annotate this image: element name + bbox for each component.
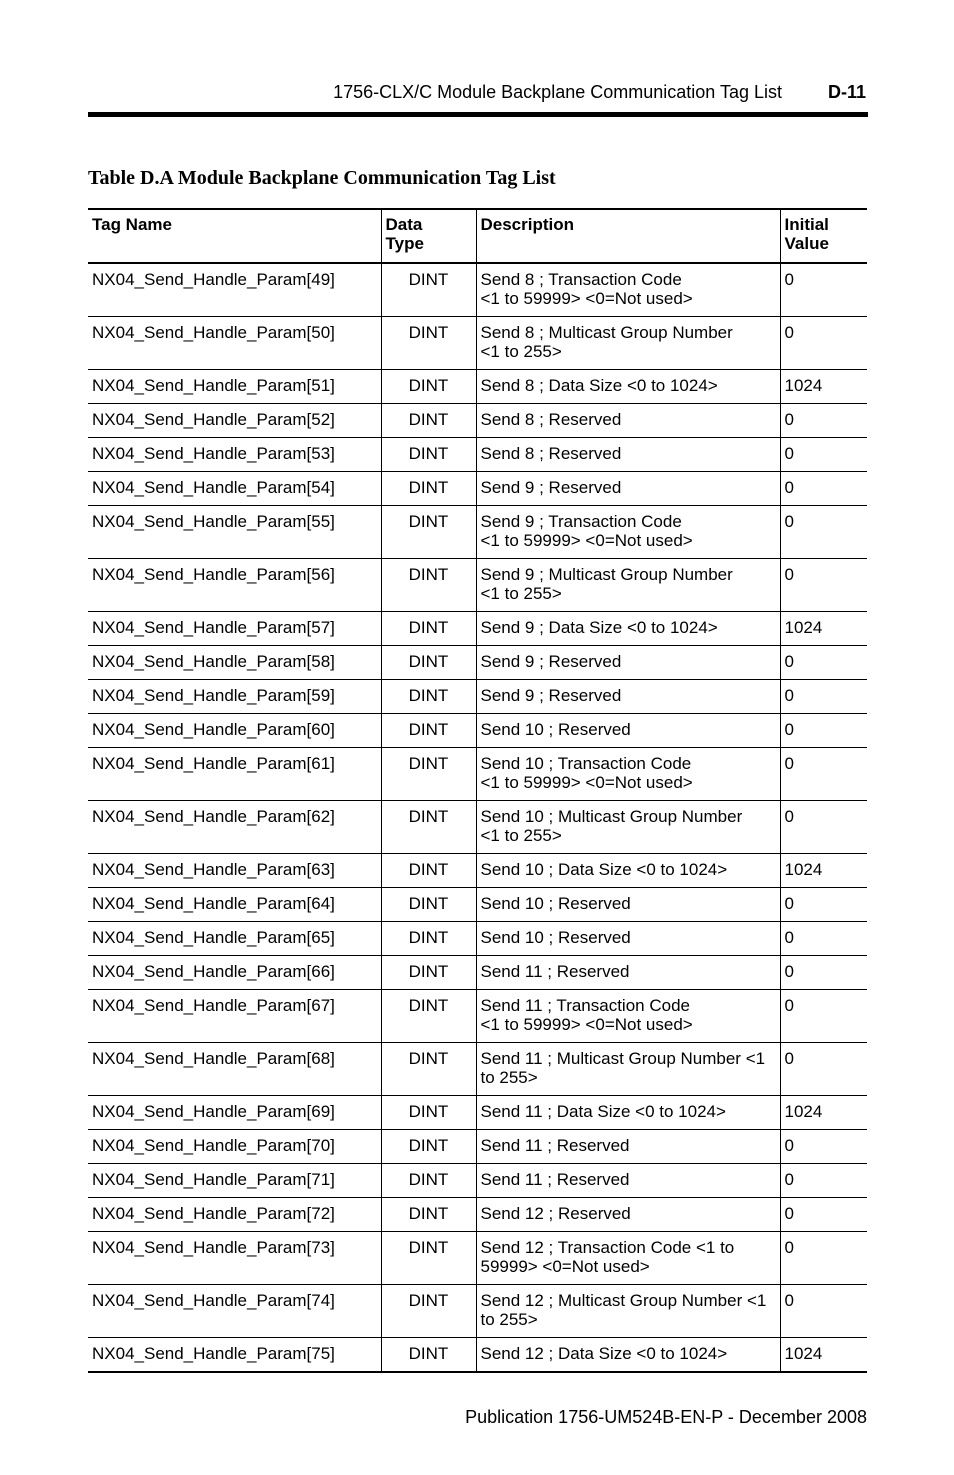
table-row [88, 317, 867, 370]
data-type-cell: DINT [381, 506, 476, 559]
table-row [88, 404, 867, 438]
initial-value-cell: 0 [780, 506, 867, 559]
initial-value-cell: 0 [780, 714, 867, 748]
header-row [88, 209, 867, 263]
description-cell: Send 10 ; Reserved [476, 922, 780, 956]
tag-name-cell: NX04_Send_Handle_Param[49] [92, 270, 335, 289]
table-row [88, 748, 867, 801]
column-header-initial-value [780, 209, 867, 263]
table-row [88, 801, 867, 854]
initial-value-cell: 0 [780, 888, 867, 922]
description-cell: Send 9 ; Reserved [476, 646, 780, 680]
initial-value-cell: 0 [780, 472, 867, 506]
table-row [88, 646, 867, 680]
table-row [88, 1232, 867, 1285]
initial-value-cell: 0 [780, 1285, 867, 1338]
description-cell: Send 8 ; Multicast Group Number <1 to 255> [476, 317, 780, 370]
description-cell: Send 12 ; Transaction Code <1 to 59999> <0=Not used> [476, 1232, 780, 1285]
table-row [88, 1043, 867, 1096]
table-caption: Table D.A Module Backplane Communication Tag List [88, 167, 556, 189]
tag-name-cell: NX04_Send_Handle_Param[53] [92, 444, 335, 463]
table-row [88, 990, 867, 1043]
column-header-tag-name: Tag Name [92, 215, 172, 234]
description-cell: Send 11 ; Reserved [476, 956, 780, 990]
data-type-cell: DINT [381, 263, 476, 317]
header-rule [88, 112, 868, 117]
tag-name-cell: NX04_Send_Handle_Param[71] [92, 1170, 335, 1189]
tag-name-cell: NX04_Send_Handle_Param[54] [92, 478, 335, 497]
publication-footer: Publication 1756-UM524B-EN-P - December 2008 [465, 1407, 867, 1427]
tag-name-cell: NX04_Send_Handle_Param[67] [92, 996, 335, 1015]
description-cell: Send 9 ; Reserved [476, 472, 780, 506]
table-row [88, 1285, 867, 1338]
table-row [88, 472, 867, 506]
column-header-description: Description [476, 209, 780, 263]
table-row [88, 680, 867, 714]
initial-value-cell: 0 [780, 1198, 867, 1232]
data-type-cell: DINT [381, 438, 476, 472]
data-type-cell: DINT [381, 680, 476, 714]
initial-value-cell: 0 [780, 559, 867, 612]
initial-value-cell: 1024 [780, 1338, 867, 1373]
data-type-cell: DINT [381, 612, 476, 646]
description-cell: Send 11 ; Data Size <0 to 1024> [476, 1096, 780, 1130]
data-type-cell: DINT [381, 317, 476, 370]
data-type-cell: DINT [381, 404, 476, 438]
table-row [88, 506, 867, 559]
tag-name-cell: NX04_Send_Handle_Param[65] [92, 928, 335, 947]
tag-name-cell: NX04_Send_Handle_Param[50] [92, 323, 335, 342]
tag-name-cell: NX04_Send_Handle_Param[62] [92, 807, 335, 826]
table-row [88, 1096, 867, 1130]
table-row [88, 1130, 867, 1164]
tag-name-cell: NX04_Send_Handle_Param[64] [92, 894, 335, 913]
initial-value-cell: 0 [780, 317, 867, 370]
data-type-cell: DINT [381, 472, 476, 506]
initial-value-cell: 0 [780, 801, 867, 854]
data-type-cell: DINT [381, 370, 476, 404]
table-row [88, 1338, 867, 1373]
description-cell: Send 11 ; Reserved [476, 1130, 780, 1164]
table-row [88, 854, 867, 888]
column-header-data-type-text: Data Type [385, 215, 424, 253]
description-cell: Send 11 ; Multicast Group Number <1 to 255> [476, 1043, 780, 1096]
tag-name-cell: NX04_Send_Handle_Param[52] [92, 410, 335, 429]
data-type-cell: DINT [381, 1232, 476, 1285]
tag-list-table [88, 208, 867, 1373]
description-cell: Send 8 ; Reserved [476, 438, 780, 472]
initial-value-cell: 0 [780, 956, 867, 990]
data-type-cell: DINT [381, 854, 476, 888]
data-type-cell: DINT [381, 922, 476, 956]
tag-name-cell: NX04_Send_Handle_Param[66] [92, 962, 335, 981]
data-type-cell: DINT [381, 714, 476, 748]
table-row [88, 1198, 867, 1232]
table-row [88, 263, 867, 317]
description-cell: Send 10 ; Reserved [476, 714, 780, 748]
header-title: 1756-CLX/C Module Backplane Communication Tag List [333, 82, 782, 102]
table-row [88, 922, 867, 956]
initial-value-cell: 0 [780, 1232, 867, 1285]
table-row [88, 438, 867, 472]
description-cell: Send 10 ; Transaction Code <1 to 59999> <0=Not used> [476, 748, 780, 801]
tag-name-cell: NX04_Send_Handle_Param[60] [92, 720, 335, 739]
tag-name-cell: NX04_Send_Handle_Param[70] [92, 1136, 335, 1155]
table-row [88, 888, 867, 922]
column-header-initial-value-text: Initial Value [784, 215, 829, 253]
table-body [88, 263, 867, 1372]
running-header [88, 80, 866, 106]
data-type-cell: DINT [381, 1338, 476, 1373]
data-type-cell: DINT [381, 1096, 476, 1130]
data-type-cell: DINT [381, 888, 476, 922]
description-cell: Send 8 ; Transaction Code <1 to 59999> <0=Not used> [476, 263, 780, 317]
tag-name-cell: NX04_Send_Handle_Param[68] [92, 1049, 335, 1068]
data-type-cell: DINT [381, 748, 476, 801]
initial-value-cell: 1024 [780, 612, 867, 646]
page-number: D-11 [827, 82, 866, 102]
description-cell: Send 12 ; Reserved [476, 1198, 780, 1232]
description-cell: Send 11 ; Reserved [476, 1164, 780, 1198]
data-type-cell: DINT [381, 1043, 476, 1096]
initial-value-cell: 0 [780, 404, 867, 438]
tag-name-cell: NX04_Send_Handle_Param[55] [92, 512, 335, 531]
table-row [88, 612, 867, 646]
tag-name-cell: NX04_Send_Handle_Param[58] [92, 652, 335, 671]
description-cell: Send 12 ; Data Size <0 to 1024> [476, 1338, 780, 1373]
data-type-cell: DINT [381, 1164, 476, 1198]
initial-value-cell: 0 [780, 1043, 867, 1096]
tag-name-cell: NX04_Send_Handle_Param[59] [92, 686, 335, 705]
tag-name-cell: NX04_Send_Handle_Param[61] [92, 754, 335, 773]
initial-value-cell: 0 [780, 646, 867, 680]
description-cell: Send 10 ; Multicast Group Number <1 to 255> [476, 801, 780, 854]
initial-value-cell: 0 [780, 990, 867, 1043]
initial-value-cell: 0 [780, 1130, 867, 1164]
description-cell: Send 8 ; Data Size <0 to 1024> [476, 370, 780, 404]
initial-value-cell: 0 [780, 263, 867, 317]
data-type-cell: DINT [381, 801, 476, 854]
table-row [88, 714, 867, 748]
initial-value-cell: 0 [780, 922, 867, 956]
data-type-cell: DINT [381, 646, 476, 680]
tag-name-cell: NX04_Send_Handle_Param[75] [92, 1344, 335, 1363]
description-cell: Send 12 ; Multicast Group Number <1 to 255> [476, 1285, 780, 1338]
table-row [88, 370, 867, 404]
initial-value-cell: 0 [780, 748, 867, 801]
column-header-data-type [381, 209, 476, 263]
tag-name-cell: NX04_Send_Handle_Param[63] [92, 860, 335, 879]
initial-value-cell: 0 [780, 680, 867, 714]
description-cell: Send 9 ; Data Size <0 to 1024> [476, 612, 780, 646]
data-type-cell: DINT [381, 1285, 476, 1338]
tag-name-cell: NX04_Send_Handle_Param[73] [92, 1238, 335, 1257]
tag-name-cell: NX04_Send_Handle_Param[69] [92, 1102, 335, 1121]
data-type-cell: DINT [381, 990, 476, 1043]
data-type-cell: DINT [381, 559, 476, 612]
table-row [88, 1164, 867, 1198]
description-cell: Send 9 ; Reserved [476, 680, 780, 714]
tag-name-cell: NX04_Send_Handle_Param[51] [92, 376, 335, 395]
tag-name-cell: NX04_Send_Handle_Param[57] [92, 618, 335, 637]
initial-value-cell: 1024 [780, 370, 867, 404]
tag-name-cell: NX04_Send_Handle_Param[56] [92, 565, 335, 584]
initial-value-cell: 0 [780, 1164, 867, 1198]
description-cell: Send 10 ; Data Size <0 to 1024> [476, 854, 780, 888]
data-type-cell: DINT [381, 956, 476, 990]
tag-name-cell: NX04_Send_Handle_Param[74] [92, 1291, 335, 1310]
description-cell: Send 9 ; Transaction Code <1 to 59999> <0=Not used> [476, 506, 780, 559]
initial-value-cell: 1024 [780, 1096, 867, 1130]
description-cell: Send 9 ; Multicast Group Number <1 to 255> [476, 559, 780, 612]
data-type-cell: DINT [381, 1198, 476, 1232]
tag-name-cell: NX04_Send_Handle_Param[72] [92, 1204, 335, 1223]
table-row [88, 559, 867, 612]
data-type-cell: DINT [381, 1130, 476, 1164]
description-cell: Send 8 ; Reserved [476, 404, 780, 438]
description-cell: Send 10 ; Reserved [476, 888, 780, 922]
table-row [88, 956, 867, 990]
initial-value-cell: 1024 [780, 854, 867, 888]
table-header [88, 209, 867, 263]
initial-value-cell: 0 [780, 438, 867, 472]
description-cell: Send 11 ; Transaction Code <1 to 59999> <0=Not used> [476, 990, 780, 1043]
